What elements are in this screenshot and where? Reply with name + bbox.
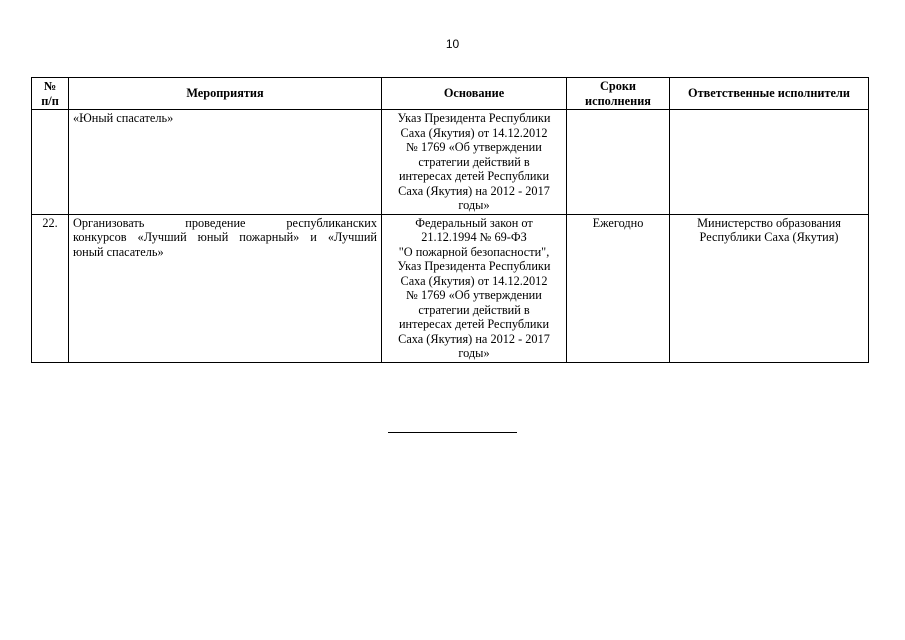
- table-header-row: [32, 78, 869, 110]
- basis-line: 21.12.1994 № 69-ФЗ: [421, 230, 527, 244]
- basis-line: Саха (Якутия) на 2012 - 2017: [398, 331, 550, 346]
- activity-line: «Юный спасатель»: [73, 111, 174, 125]
- basis-line: Федеральный закон от: [415, 215, 533, 230]
- header-number-line-2: п/п: [41, 93, 59, 108]
- row-number: 22.: [32, 214, 69, 362]
- row-basis: [382, 110, 567, 215]
- basis-line: стратегии действий в: [418, 302, 530, 317]
- basis-line: "О пожарной безопасности",: [398, 244, 550, 259]
- responsible-line: Республики Саха (Якутия): [699, 230, 839, 244]
- header-activity: Мероприятия: [69, 78, 382, 110]
- footer-rule: [388, 432, 517, 433]
- row-activity: [69, 110, 382, 215]
- table-row: [32, 214, 869, 362]
- basis-line: Саха (Якутия) от 14.12.2012: [400, 273, 548, 288]
- activity-line: Организовать проведение республиканских: [73, 215, 377, 230]
- row-term: Ежегодно: [567, 214, 670, 362]
- row-responsible: [670, 214, 869, 362]
- header-term-line-1: Сроки: [599, 79, 637, 93]
- header-basis: Основание: [382, 78, 567, 110]
- header-number: [32, 78, 69, 110]
- basis-line: годы»: [458, 346, 490, 360]
- activity-line: конкурсов «Лучший юный пожарный» и «Лучший: [73, 230, 377, 244]
- basis-line: интересах детей Республики: [398, 169, 550, 183]
- responsible-line: Министерство образования: [697, 215, 841, 230]
- basis-line: стратегии действий в: [418, 154, 530, 169]
- header-term-line-2: исполнения: [585, 93, 651, 108]
- row-responsible: [670, 110, 869, 215]
- activity-line: юный спасатель»: [73, 244, 164, 259]
- header-responsible: Ответственные исполнители: [670, 78, 869, 110]
- basis-line: Указ Президента Республики: [397, 259, 551, 273]
- header-number-line-1: №: [43, 79, 57, 93]
- row-activity: [69, 214, 382, 362]
- basis-line: № 1769 «Об утверждении: [406, 140, 542, 154]
- activities-table: [31, 77, 869, 363]
- row-basis: [382, 214, 567, 362]
- basis-line: Саха (Якутия) на 2012 - 2017: [398, 183, 550, 198]
- header-term: [567, 78, 670, 110]
- basis-line: Саха (Якутия) от 14.12.2012: [400, 125, 548, 140]
- table-row: [32, 110, 869, 215]
- row-number: [32, 110, 69, 215]
- basis-line: интересах детей Республики: [398, 317, 550, 331]
- basis-line: годы»: [458, 198, 490, 212]
- basis-line: Указ Президента Республики: [397, 111, 551, 125]
- row-term: [567, 110, 670, 215]
- page-number: 10: [445, 37, 460, 51]
- basis-line: № 1769 «Об утверждении: [406, 288, 542, 302]
